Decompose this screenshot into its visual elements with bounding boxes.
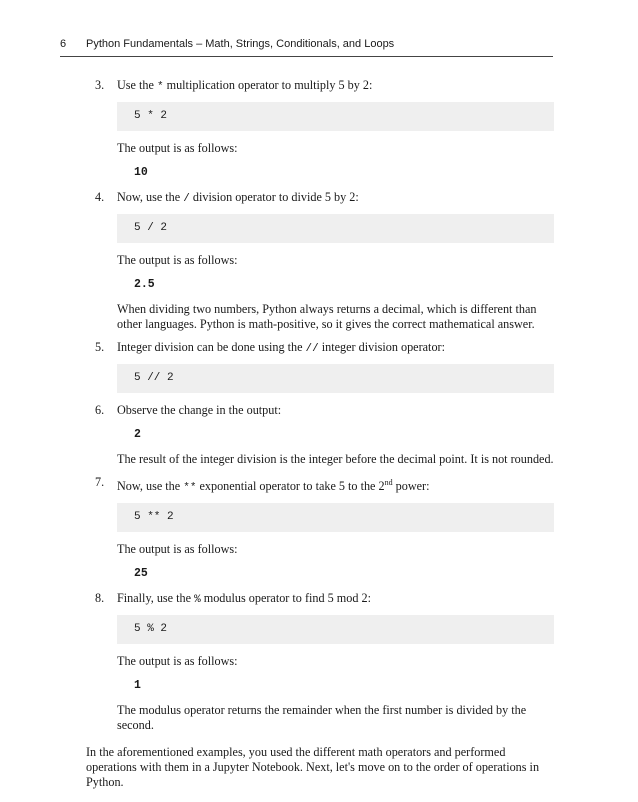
operator-code: / bbox=[183, 193, 190, 205]
step-3 bbox=[86, 78, 554, 180]
output-value: 1 bbox=[134, 679, 141, 693]
output-label: The output is as follows: bbox=[117, 654, 238, 669]
step-note: When dividing two numbers, Python always returns a decimal, which is different than other languages. Python is math-positive, so it gives the correct mathematical answer. bbox=[117, 302, 537, 331]
page-header bbox=[60, 38, 553, 57]
output-label: The output is as follows: bbox=[117, 542, 238, 557]
code-block: 5 ** 2 bbox=[117, 503, 554, 532]
page-content bbox=[86, 78, 554, 802]
code-block: 5 // 2 bbox=[117, 364, 554, 393]
step-7 bbox=[86, 475, 554, 581]
operator-code: % bbox=[194, 594, 201, 607]
operator-code: ** bbox=[183, 482, 197, 495]
step-number: 7. bbox=[95, 475, 105, 489]
step-4 bbox=[86, 190, 554, 332]
step-5 bbox=[86, 340, 554, 393]
step-number: 4. bbox=[95, 190, 105, 204]
step-note: The modulus operator returns the remainder when the first number is divided by the second. bbox=[117, 703, 527, 733]
operator-code: // bbox=[305, 343, 319, 355]
superscript: nd bbox=[384, 478, 393, 487]
step-number: 8. bbox=[95, 591, 105, 606]
step-number: 5. bbox=[95, 340, 105, 354]
step-6 bbox=[86, 403, 554, 467]
step-instruction: Now, use the ** exponential operator to take 5 to the 2nd power: bbox=[117, 478, 430, 495]
page-number: 6 bbox=[60, 38, 67, 50]
step-number: 3. bbox=[95, 78, 105, 92]
output-label: The output is as follows: bbox=[117, 253, 238, 267]
step-8 bbox=[86, 591, 554, 733]
operator-code: * bbox=[156, 81, 164, 93]
code-block: 5 * 2 bbox=[117, 102, 554, 131]
running-title: Python Fundamentals – Math, Strings, Conditionals, and Loops bbox=[86, 38, 395, 50]
output-value: 25 bbox=[134, 567, 148, 581]
step-instruction: Observe the change in the output: bbox=[117, 403, 282, 417]
step-instruction: Use the * multiplication operator to multiply 5 by 2: bbox=[117, 78, 373, 93]
output-label: The output is as follows: bbox=[117, 141, 238, 155]
output-value: 2 bbox=[134, 428, 141, 441]
output-value: 2.5 bbox=[134, 278, 155, 291]
step-instruction: Finally, use the % modulus operator to find 5 mod 2: bbox=[117, 591, 371, 607]
code-block: 5 % 2 bbox=[117, 615, 554, 644]
closing-paragraph: In the aforementioned examples, you used the different math operators and performed operations with them in a Jupyter Notebook. Next, let's move on to the order of operations in Python. bbox=[86, 745, 540, 790]
output-value: 10 bbox=[134, 166, 148, 179]
step-number: 6. bbox=[95, 403, 105, 417]
step-instruction: Now, use the / division operator to divide 5 by 2: bbox=[117, 190, 359, 205]
step-instruction: Integer division can be done using the // integer division operator: bbox=[117, 340, 445, 355]
code-block: 5 / 2 bbox=[117, 214, 554, 243]
step-note: The result of the integer division is the integer before the decimal point. It is not rounded. bbox=[117, 452, 554, 466]
